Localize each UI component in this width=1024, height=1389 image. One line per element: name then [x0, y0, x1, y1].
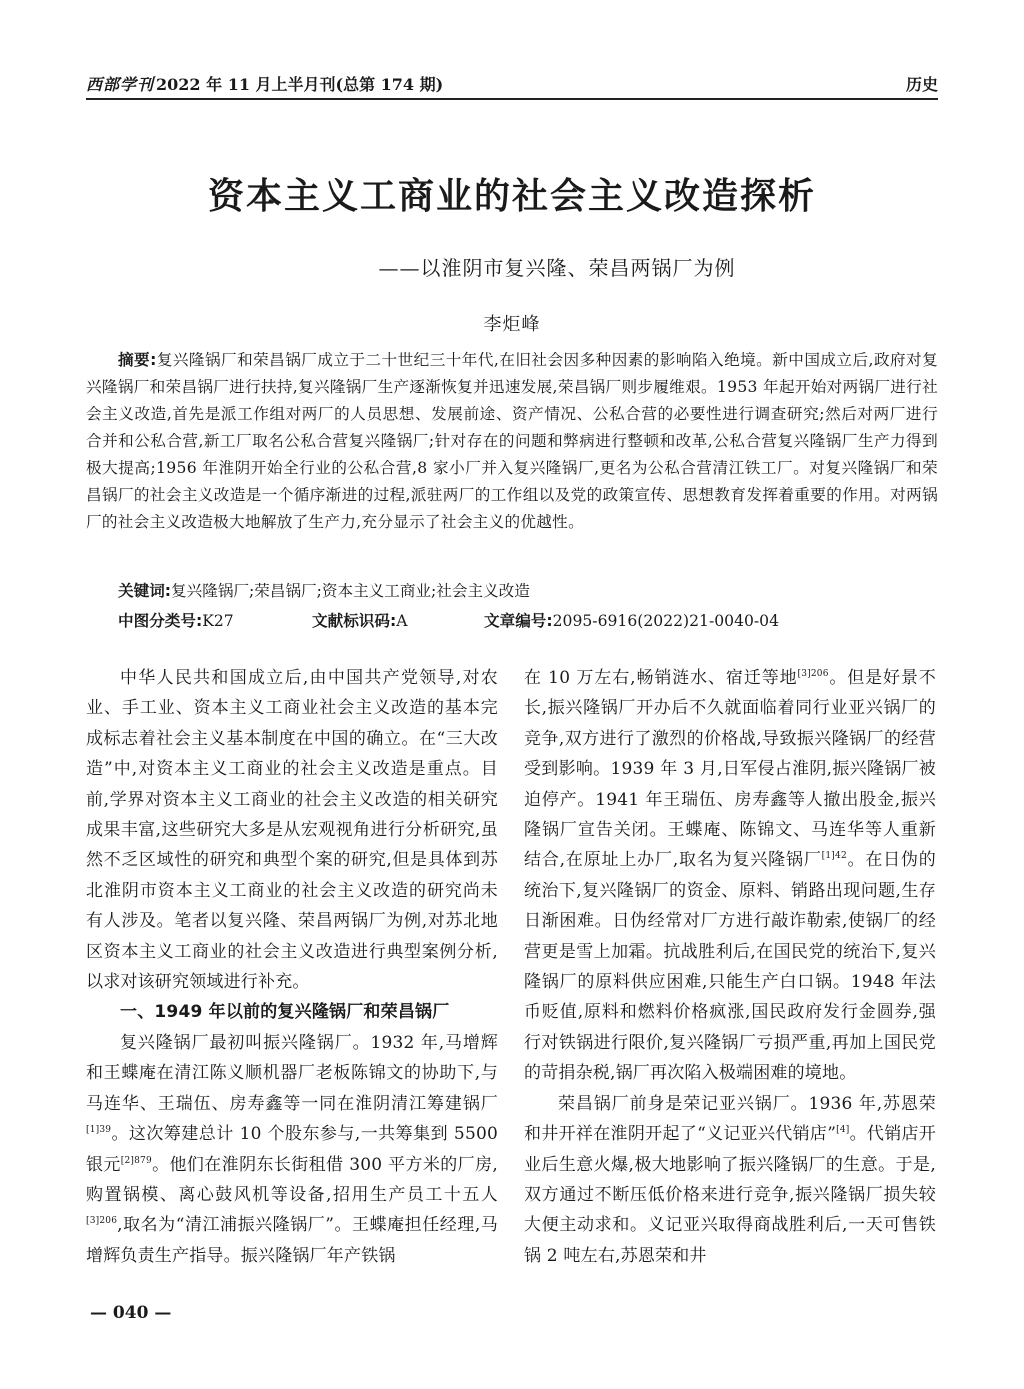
author-name: 李炬峰 — [483, 314, 541, 335]
body-column-right — [524, 663, 936, 1271]
text-run: 在 10 万左右,畅销涟水、宿迁等地 — [524, 668, 798, 688]
doc-code-label: 文献标识码: — [312, 612, 397, 630]
citation: [1]42 — [821, 851, 847, 862]
header-issue-line — [86, 72, 443, 95]
text-run: 。这次筹建总计 10 个股东参与,一共筹集到 5500 银元 — [86, 1124, 498, 1175]
section-heading: 一、1949 年以前的复兴隆锅厂和荣昌锅厂 — [120, 1002, 450, 1023]
section-label: 历史 — [905, 75, 938, 94]
text-run: 荣昌锅厂前身是荣记亚兴锅厂。1936 年,苏恩荣和井开祥在淮阴开起了“义记亚兴代销店” — [524, 1093, 936, 1145]
article-subtitle: ——以淮阴市复兴隆、荣昌两锅厂为例 — [378, 256, 736, 280]
document-code — [312, 609, 484, 633]
article-number-value: 2095-6916(2022)21-0040-04 — [552, 612, 780, 630]
article-metadata — [118, 609, 938, 633]
article-number-label: 文章编号: — [484, 612, 553, 630]
text-run: ,取名为“清江浦振兴隆锅厂”。王蝶庵担任经理,马增辉负责生产指导。振兴隆锅厂年产铁锅 — [86, 1215, 498, 1266]
journal-logo: 西部学刊 — [86, 75, 155, 94]
abstract — [86, 347, 938, 536]
header-divider — [86, 98, 938, 100]
clc-number — [118, 609, 312, 633]
paragraph: 中华人民共和国成立后,由中国共产党领导,对农业、手工业、资本主义工商业社会主义改造的基本完成标志着社会主义基本制度在中国的确立。在“三大改造”中,对资本主义工商业的社会主义改造是重点。目前,学界对资本主义工商业的社会主义改造的相关研究成果丰富,这些研究大多是从宏观视角进行分析研究,虽然不乏区域性的研究和典型个案的研究,但是具体到苏北淮阴市资本主义工商业的社会主义改造的研究尚未有人涉及。笔者以复兴隆、荣昌两锅厂为例,对苏北地区资本主义工商业的社会主义改造进行典型案例分析,以求对该研究领域进行补充。 — [86, 668, 498, 993]
page-number: — 040 — — [90, 1303, 172, 1323]
doc-code-value: A — [396, 612, 408, 630]
citation: [2]879 — [120, 1155, 152, 1166]
keywords-label: 关键词: — [118, 582, 172, 600]
body-column-left — [86, 663, 498, 1271]
text-run: 。在日伪的统治下,复兴隆锅厂的资金、原料、销路出现问题,生存日渐困难。日伪经常对厂方进行敲诈勒索,使锅厂的经营更是雪上加霜。抗战胜利后,在国民党的统治下,复兴隆锅厂的原料供应困难,只能生产白口锅。1948 年法币贬值,原料和燃料价格疯涨,国民政府发行金圆券,强行对铁锅进行限价,复兴隆锅厂亏损严重,再加上国民党的苛捐杂税,锅厂再次陷入极端困难的境地。 — [524, 850, 936, 1084]
article-number — [484, 609, 779, 633]
clc-value: K27 — [202, 612, 234, 630]
article-title: 资本主义工商业的社会主义改造探析 — [207, 176, 816, 217]
paragraph — [524, 1089, 936, 1271]
citation: [4] — [836, 1125, 850, 1136]
paragraph — [524, 663, 936, 1089]
abstract-label: 摘要: — [118, 351, 157, 369]
abstract-text: 复兴隆锅厂和荣昌锅厂成立于二十世纪三十年代,在旧社会因多种因素的影响陷入绝境。新中国成立后,政府对复兴隆锅厂和荣昌锅厂进行扶持,复兴隆锅厂生产逐渐恢复并迅速发展,荣昌锅厂则步履维艰。1953 年起开始对两锅厂进行社会主义改造,首先是派工作组对两厂的人员思想、发展前途、资产情况、公私合营的必要性进行调查研究;然后对两厂进行合并和公私合营,新工厂取名公私合营复兴隆锅厂;针对存在的问题和弊病进行整顿和改革,公私合营复兴隆锅厂生产力得到极大提高;1956 年淮阴开始全行业的公私合营,8 家小厂并入复兴隆锅厂,更名为公私合营清江铁工厂。对复兴隆锅厂和荣昌锅厂的社会主义改造是一个循序渐进的过程,派驻两厂的工作组以及党的政策宣传、思想教育发挥着重要的作用。对两锅厂的社会主义改造极大地解放了生产力,充分显示了社会主义的优越性。 — [86, 351, 939, 531]
running-header — [86, 66, 938, 100]
text-run: 复兴隆锅厂最初叫振兴隆锅厂。1932 年,马增辉和王蝶庵在清江陈义顺机器厂老板陈锦文的协助下,与马连华、王瑞伍、房寿鑫等一同在淮阴清江筹建锅厂 — [86, 1032, 498, 1114]
issue-info: 2022 年 11 月上半月刊(总第 174 期) — [156, 75, 444, 94]
clc-label: 中图分类号: — [118, 612, 203, 630]
text-run: 。但是好景不长,振兴隆锅厂开办后不久就面临着同行业亚兴锅厂的竞争,双方进行了激烈的价格战,导致振兴隆锅厂的经营受到影响。1939 年 3 月,日军侵占淮阴,振兴隆锅厂被迫停产。1941 年王瑞伍、房寿鑫等人撤出股金,振兴隆锅厂宣告关闭。王蝶庵、陈锦文、马连华等人重新结合,在原址上办厂,取名为复兴隆锅厂 — [524, 668, 936, 871]
keywords-text: 复兴隆锅厂;荣昌锅厂;资本主义工商业;社会主义改造 — [171, 582, 530, 600]
text-run: 。他们在淮阴东长街租借 300 平方米的厂房,购置锅模、离心鼓风机等设备,招用生产员工十五人 — [86, 1154, 498, 1205]
citation: [3]206 — [797, 669, 829, 679]
keywords — [118, 579, 938, 603]
text-run: 。代销店开业后生意火爆,极大地影响了振兴隆锅厂的生意。于是,双方通过不断压低价格来进行竞争,振兴隆锅厂损失较大便主动求和。义记亚兴取得商战胜利后,一天可售铁锅 2 吨左右,苏恩荣和井 — [524, 1124, 937, 1266]
citation: [3]206 — [86, 1216, 118, 1227]
citation: [1]39 — [86, 1125, 112, 1136]
paragraph — [86, 1028, 498, 1271]
